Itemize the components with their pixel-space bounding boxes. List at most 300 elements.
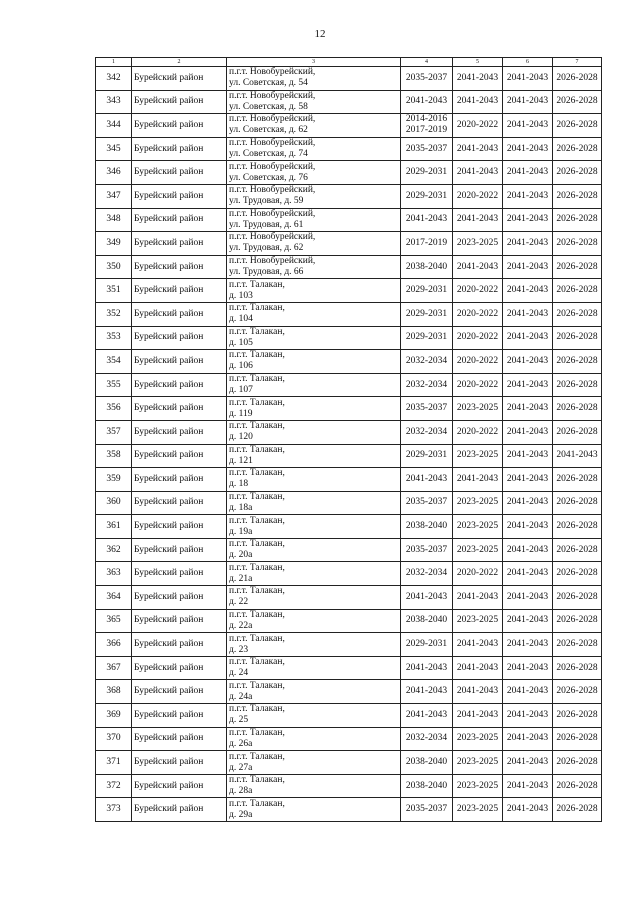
district-name: Бурейский район: [132, 184, 227, 208]
period-col5: 2020-2022: [453, 420, 503, 444]
address-line: д. 26а: [229, 738, 253, 749]
period-col4: [401, 350, 453, 374]
district-name: Бурейский район: [132, 137, 227, 161]
district-name: Бурейский район: [132, 727, 227, 751]
address-line: ул. Трудовая, д. 59: [229, 196, 304, 207]
period-col4: [401, 90, 453, 114]
address-line: д. 20а: [229, 550, 253, 561]
address-line: п.г.т. Талакан,: [229, 515, 285, 526]
row-number: 369: [96, 704, 132, 728]
district-name: Бурейский район: [132, 491, 227, 515]
period-col4: [401, 704, 453, 728]
period-col6: 2041-2043: [503, 67, 553, 91]
address-line: п.г.т. Новобурейский,: [229, 114, 316, 125]
address-line: п.г.т. Талакан,: [229, 444, 285, 455]
column-number: 5: [453, 58, 503, 67]
district-name: Бурейский район: [132, 302, 227, 326]
address-line: п.г.т. Новобурейский,: [229, 185, 316, 196]
table-row: [96, 562, 602, 586]
period-col5: 2041-2043: [453, 255, 503, 279]
district-name: Бурейский район: [132, 90, 227, 114]
period-col4: [401, 680, 453, 704]
period-col5: 2041-2043: [453, 208, 503, 232]
period-col5: 2023-2025: [453, 232, 503, 256]
period-col7: 2026-2028: [553, 114, 602, 138]
address-cell: [227, 397, 401, 421]
period-value: 2041-2043: [405, 214, 448, 225]
period-value: 2041-2043: [405, 709, 448, 720]
address-line: п.г.т. Новобурейский,: [229, 90, 316, 101]
period-col6: 2041-2043: [503, 397, 553, 421]
row-number: 350: [96, 255, 132, 279]
address-cell: [227, 704, 401, 728]
district-name: Бурейский район: [132, 326, 227, 350]
period-value: 2038-2040: [405, 521, 448, 532]
period-col6: 2041-2043: [503, 302, 553, 326]
table-row: [96, 609, 602, 633]
period-value: 2032-2034: [405, 568, 448, 579]
row-number: 367: [96, 656, 132, 680]
period-col5: 2023-2025: [453, 727, 503, 751]
address-cell: [227, 444, 401, 468]
row-number: 372: [96, 774, 132, 798]
district-name: Бурейский район: [132, 468, 227, 492]
table-row: [96, 232, 602, 256]
table-row: [96, 515, 602, 539]
row-number: 370: [96, 727, 132, 751]
address-cell: [227, 302, 401, 326]
address-line: п.г.т. Новобурейский,: [229, 161, 316, 172]
address-cell: [227, 279, 401, 303]
period-col5: 2020-2022: [453, 326, 503, 350]
period-value: 2032-2034: [405, 733, 448, 744]
address-line: ул. Советская, д. 58: [229, 101, 308, 112]
address-cell: [227, 586, 401, 610]
period-col7: 2026-2028: [553, 208, 602, 232]
address-line: д. 18: [229, 479, 249, 490]
district-name: Бурейский район: [132, 114, 227, 138]
address-line: ул. Советская, д. 74: [229, 149, 308, 160]
period-col7: 2026-2028: [553, 633, 602, 657]
table-row: [96, 67, 602, 91]
period-col7: 2026-2028: [553, 656, 602, 680]
district-name: Бурейский район: [132, 680, 227, 704]
period-col4: [401, 397, 453, 421]
district-name: Бурейский район: [132, 586, 227, 610]
period-col6: 2041-2043: [503, 538, 553, 562]
address-line: п.г.т. Талакан,: [229, 775, 285, 786]
row-number: 353: [96, 326, 132, 350]
table-row: [96, 798, 602, 822]
address-line: п.г.т. Новобурейский,: [229, 208, 316, 219]
period-col5: 2023-2025: [453, 774, 503, 798]
period-col5: 2023-2025: [453, 515, 503, 539]
address-line: п.г.т. Талакан,: [229, 397, 285, 408]
period-col4: [401, 373, 453, 397]
period-value: 2035-2037: [405, 143, 448, 154]
row-number: 371: [96, 751, 132, 775]
table-row: [96, 774, 602, 798]
table-row: [96, 633, 602, 657]
address-cell: [227, 326, 401, 350]
period-col6: 2041-2043: [503, 704, 553, 728]
address-line: ул. Советская, д. 54: [229, 78, 308, 89]
table-row: [96, 538, 602, 562]
district-name: Бурейский район: [132, 161, 227, 185]
period-col5: 2023-2025: [453, 444, 503, 468]
period-col7: 2026-2028: [553, 727, 602, 751]
period-col4: [401, 656, 453, 680]
period-col7: 2026-2028: [553, 774, 602, 798]
period-col7: 2026-2028: [553, 562, 602, 586]
period-col5: 2041-2043: [453, 90, 503, 114]
period-col4: [401, 468, 453, 492]
period-col7: 2026-2028: [553, 90, 602, 114]
period-value: 2035-2037: [405, 72, 448, 83]
period-col4: [401, 727, 453, 751]
page-number: 12: [314, 28, 326, 40]
period-col6: 2041-2043: [503, 562, 553, 586]
period-col6: 2041-2043: [503, 491, 553, 515]
address-cell: [227, 680, 401, 704]
period-col5: 2023-2025: [453, 397, 503, 421]
period-col4: [401, 302, 453, 326]
period-col7: 2026-2028: [553, 350, 602, 374]
row-number: 365: [96, 609, 132, 633]
period-col4: [401, 586, 453, 610]
district-name: Бурейский район: [132, 397, 227, 421]
period-col7: 2026-2028: [553, 515, 602, 539]
period-col6: 2041-2043: [503, 184, 553, 208]
period-col5: 2023-2025: [453, 751, 503, 775]
table-row: [96, 586, 602, 610]
period-col7: 2026-2028: [553, 302, 602, 326]
table-row: [96, 90, 602, 114]
district-name: Бурейский район: [132, 774, 227, 798]
district-name: Бурейский район: [132, 67, 227, 91]
address-line: п.г.т. Новобурейский,: [229, 138, 316, 149]
period-col5: 2041-2043: [453, 468, 503, 492]
period-col5: 2041-2043: [453, 137, 503, 161]
period-col6: 2041-2043: [503, 255, 553, 279]
table-row: [96, 255, 602, 279]
table-row: [96, 350, 602, 374]
row-number: 349: [96, 232, 132, 256]
district-name: Бурейский район: [132, 704, 227, 728]
address-line: п.г.т. Талакан,: [229, 798, 285, 809]
period-col7: 2026-2028: [553, 184, 602, 208]
period-col6: 2041-2043: [503, 633, 553, 657]
address-cell: [227, 67, 401, 91]
period-col7: 2026-2028: [553, 538, 602, 562]
period-col7: 2026-2028: [553, 751, 602, 775]
period-col7: 2026-2028: [553, 279, 602, 303]
address-line: д. 106: [229, 361, 253, 372]
period-col5: 2041-2043: [453, 161, 503, 185]
row-number: 356: [96, 397, 132, 421]
address-cell: [227, 515, 401, 539]
address-line: п.г.т. Талакан,: [229, 704, 285, 715]
period-col7: 2041-2043: [553, 444, 602, 468]
table-row: [96, 161, 602, 185]
address-line: п.г.т. Новобурейский,: [229, 232, 316, 243]
address-line: д. 104: [229, 314, 253, 325]
address-line: д. 24: [229, 668, 249, 679]
period-col4: [401, 538, 453, 562]
address-cell: [227, 562, 401, 586]
table-row: [96, 656, 602, 680]
district-name: Бурейский район: [132, 444, 227, 468]
period-col7: 2026-2028: [553, 491, 602, 515]
table-row: [96, 420, 602, 444]
period-col7: 2026-2028: [553, 420, 602, 444]
period-col7: 2026-2028: [553, 798, 602, 822]
address-line: д. 18а: [229, 502, 253, 513]
row-number: 362: [96, 538, 132, 562]
period-value: 2041-2043: [405, 591, 448, 602]
address-cell: [227, 656, 401, 680]
period-col5: 2020-2022: [453, 350, 503, 374]
period-col6: 2041-2043: [503, 114, 553, 138]
period-col5: 2041-2043: [453, 704, 503, 728]
table-row: [96, 751, 602, 775]
table-row: [96, 397, 602, 421]
address-line: п.г.т. Талакан,: [229, 751, 285, 762]
period-col7: 2026-2028: [553, 232, 602, 256]
address-line: п.г.т. Талакан,: [229, 468, 285, 479]
period-col7: 2026-2028: [553, 67, 602, 91]
district-name: Бурейский район: [132, 208, 227, 232]
column-number: 7: [553, 58, 602, 67]
row-number: 373: [96, 798, 132, 822]
period-col4: [401, 609, 453, 633]
district-name: Бурейский район: [132, 656, 227, 680]
address-line: д. 107: [229, 385, 253, 396]
column-number-row: [96, 58, 602, 67]
district-name: Бурейский район: [132, 279, 227, 303]
period-col6: 2041-2043: [503, 420, 553, 444]
period-value: 2041-2043: [405, 473, 448, 484]
address-line: д. 25: [229, 715, 249, 726]
period-col6: 2041-2043: [503, 350, 553, 374]
row-number: 347: [96, 184, 132, 208]
address-line: п.г.т. Талакан,: [229, 562, 285, 573]
period-col7: 2026-2028: [553, 255, 602, 279]
address-line: п.г.т. Талакан,: [229, 350, 285, 361]
period-col7: 2026-2028: [553, 609, 602, 633]
period-col5: 2041-2043: [453, 633, 503, 657]
period-col4: [401, 420, 453, 444]
period-value: 2029-2031: [405, 450, 448, 461]
period-col4: [401, 491, 453, 515]
row-number: 358: [96, 444, 132, 468]
address-line: д. 103: [229, 290, 253, 301]
address-line: п.г.т. Талакан,: [229, 539, 285, 550]
address-cell: [227, 468, 401, 492]
address-cell: [227, 420, 401, 444]
table-row: [96, 468, 602, 492]
row-number: 363: [96, 562, 132, 586]
row-number: 352: [96, 302, 132, 326]
period-col6: 2041-2043: [503, 279, 553, 303]
period-col6: 2041-2043: [503, 586, 553, 610]
period-value: 2038-2040: [405, 757, 448, 768]
column-number: 4: [401, 58, 453, 67]
period-col6: 2041-2043: [503, 161, 553, 185]
row-number: 343: [96, 90, 132, 114]
address-cell: [227, 609, 401, 633]
address-line: ул. Советская, д. 76: [229, 172, 308, 183]
district-name: Бурейский район: [132, 538, 227, 562]
address-cell: [227, 232, 401, 256]
period-col7: 2026-2028: [553, 137, 602, 161]
row-number: 368: [96, 680, 132, 704]
address-line: д. 105: [229, 337, 253, 348]
address-line: п.г.т. Талакан,: [229, 680, 285, 691]
address-cell: [227, 633, 401, 657]
period-col7: 2026-2028: [553, 326, 602, 350]
address-cell: [227, 184, 401, 208]
period-col4: [401, 326, 453, 350]
period-col5: 2020-2022: [453, 279, 503, 303]
period-col4: [401, 798, 453, 822]
address-line: д. 27а: [229, 762, 253, 773]
period-col7: 2026-2028: [553, 161, 602, 185]
period-col4: [401, 137, 453, 161]
address-line: п.г.т. Талакан,: [229, 633, 285, 644]
table-row: [96, 114, 602, 138]
address-cell: [227, 137, 401, 161]
address-cell: [227, 255, 401, 279]
row-number: 346: [96, 161, 132, 185]
period-col7: 2026-2028: [553, 680, 602, 704]
period-col5: 2020-2022: [453, 562, 503, 586]
table-row: [96, 184, 602, 208]
district-name: Бурейский район: [132, 751, 227, 775]
row-number: 344: [96, 114, 132, 138]
address-line: д. 19а: [229, 526, 253, 537]
period-col4: [401, 279, 453, 303]
address-line: ул. Трудовая, д. 66: [229, 267, 304, 278]
address-line: ул. Трудовая, д. 62: [229, 243, 304, 254]
period-col4: [401, 208, 453, 232]
period-col5: 2041-2043: [453, 656, 503, 680]
address-cell: [227, 161, 401, 185]
address-line: д. 28а: [229, 786, 253, 797]
period-col7: 2026-2028: [553, 586, 602, 610]
column-number: 2: [132, 58, 227, 67]
period-col5: 2023-2025: [453, 538, 503, 562]
row-number: 357: [96, 420, 132, 444]
address-cell: [227, 491, 401, 515]
table-row: [96, 137, 602, 161]
address-line: п.г.т. Талакан,: [229, 326, 285, 337]
period-col7: 2026-2028: [553, 704, 602, 728]
period-value: 2029-2031: [405, 285, 448, 296]
period-value: 2017-2019: [405, 125, 448, 136]
district-name: Бурейский район: [132, 373, 227, 397]
address-line: д. 22: [229, 597, 249, 608]
district-name: Бурейский район: [132, 609, 227, 633]
address-cell: [227, 114, 401, 138]
address-cell: [227, 538, 401, 562]
address-line: д. 121: [229, 455, 253, 466]
period-value: 2035-2037: [405, 497, 448, 508]
address-cell: [227, 751, 401, 775]
period-col5: 2041-2043: [453, 67, 503, 91]
period-value: 2029-2031: [405, 167, 448, 178]
period-value: 2038-2040: [405, 780, 448, 791]
column-number: 3: [227, 58, 401, 67]
housing-repair-table: [95, 57, 602, 822]
period-value: 2029-2031: [405, 308, 448, 319]
period-col6: 2041-2043: [503, 727, 553, 751]
district-name: Бурейский район: [132, 633, 227, 657]
address-cell: [227, 727, 401, 751]
district-name: Бурейский район: [132, 562, 227, 586]
row-number: 366: [96, 633, 132, 657]
district-name: Бурейский район: [132, 232, 227, 256]
row-number: 360: [96, 491, 132, 515]
period-col6: 2041-2043: [503, 609, 553, 633]
address-line: п.г.т. Талакан,: [229, 609, 285, 620]
table-row: [96, 704, 602, 728]
period-value: 2038-2040: [405, 261, 448, 272]
row-number: 351: [96, 279, 132, 303]
period-col4: [401, 774, 453, 798]
period-col4: [401, 444, 453, 468]
row-number: 359: [96, 468, 132, 492]
period-value: 2035-2037: [405, 804, 448, 815]
period-col6: 2041-2043: [503, 137, 553, 161]
row-number: 342: [96, 67, 132, 91]
period-col5: 2020-2022: [453, 184, 503, 208]
period-col5: 2020-2022: [453, 114, 503, 138]
district-name: Бурейский район: [132, 255, 227, 279]
period-col6: 2041-2043: [503, 90, 553, 114]
period-col6: 2041-2043: [503, 680, 553, 704]
table-row: [96, 208, 602, 232]
address-cell: [227, 208, 401, 232]
address-line: п.г.т. Талакан,: [229, 279, 285, 290]
address-line: п.г.т. Талакан,: [229, 491, 285, 502]
address-line: п.г.т. Новобурейский,: [229, 256, 316, 267]
period-col6: 2041-2043: [503, 208, 553, 232]
address-line: д. 24а: [229, 691, 253, 702]
period-value: 2032-2034: [405, 355, 448, 366]
period-col6: 2041-2043: [503, 373, 553, 397]
address-cell: [227, 774, 401, 798]
period-col4: [401, 751, 453, 775]
address-line: п.г.т. Талакан,: [229, 586, 285, 597]
period-col6: 2041-2043: [503, 444, 553, 468]
period-col5: 2020-2022: [453, 373, 503, 397]
table-row: [96, 727, 602, 751]
table-row: [96, 680, 602, 704]
address-line: д. 22а: [229, 620, 253, 631]
row-number: 364: [96, 586, 132, 610]
address-line: п.г.т. Талакан,: [229, 421, 285, 432]
period-col6: 2041-2043: [503, 326, 553, 350]
table-row: [96, 373, 602, 397]
period-value: 2038-2040: [405, 615, 448, 626]
period-col7: 2026-2028: [553, 397, 602, 421]
period-col4: [401, 562, 453, 586]
address-line: п.г.т. Талакан,: [229, 374, 285, 385]
period-value: 2014-2016: [405, 114, 448, 125]
address-cell: [227, 373, 401, 397]
address-line: п.г.т. Новобурейский,: [229, 67, 316, 78]
